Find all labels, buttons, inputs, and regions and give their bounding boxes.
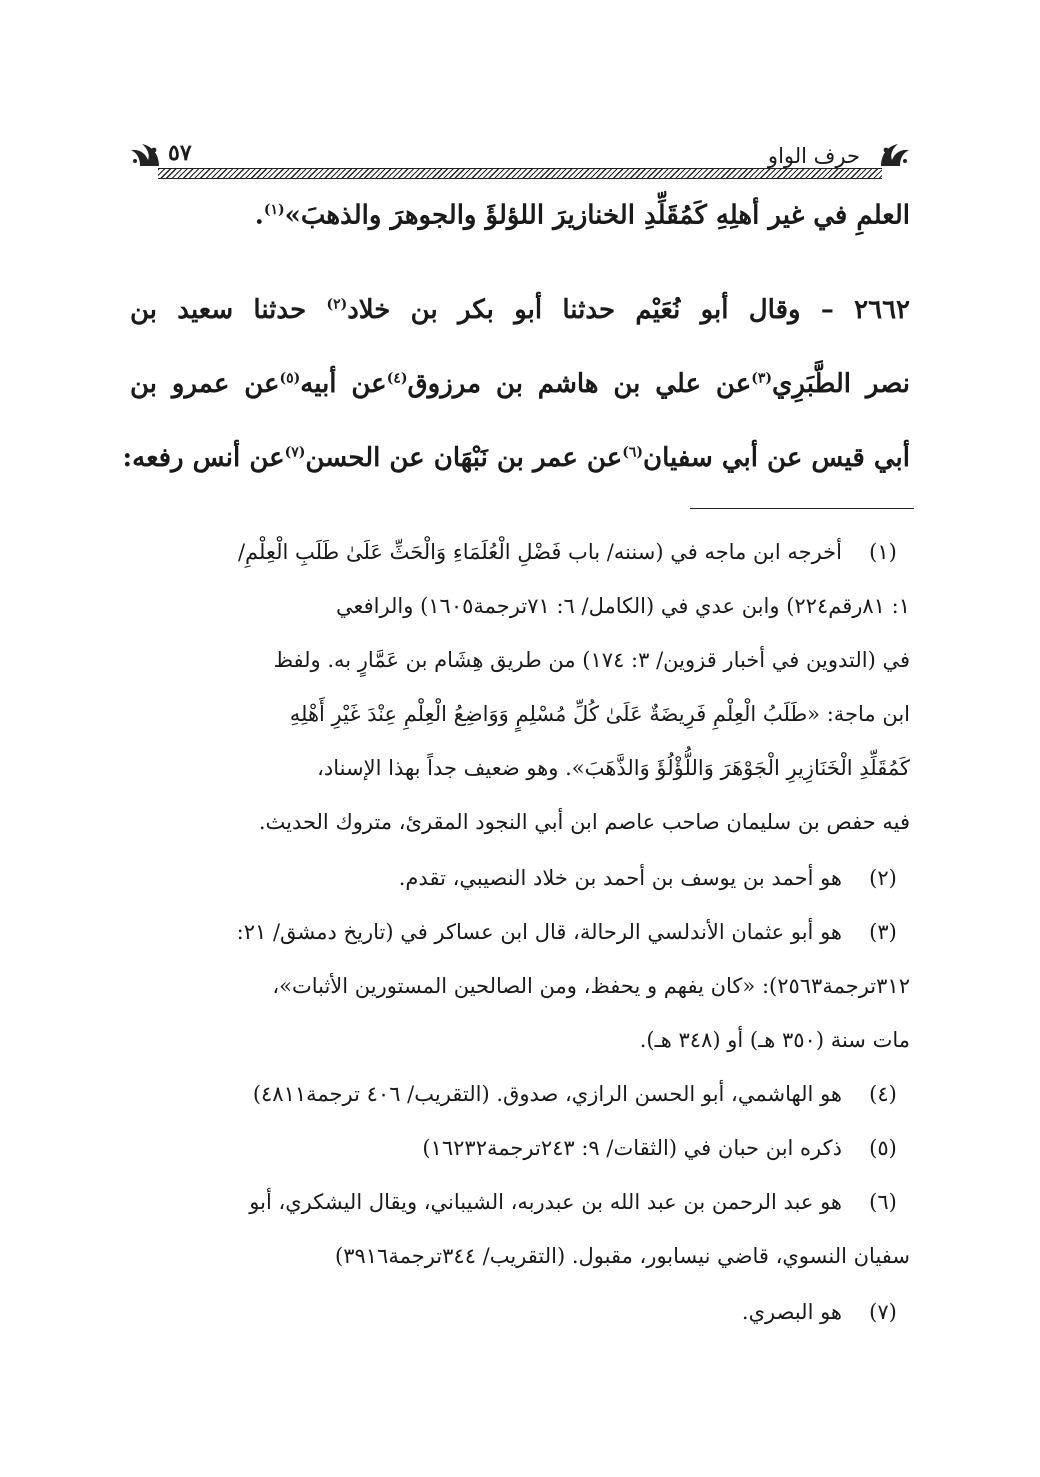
text-span: عن عمر بن نَبْهَان عن الحسن — [305, 442, 623, 473]
text-span: عن أبيه — [300, 368, 387, 399]
footnote-line: هو عبد الرحمن بن عبد الله بن عبدربه، الشيباني، ويقال اليشكري، أبو — [249, 1190, 842, 1214]
text-span: أبي قيس عن أبي سفيان — [643, 442, 910, 473]
text-line — [130, 356, 910, 406]
hadith-isnad-text — [130, 295, 910, 325]
footnote-line: هو البصري. — [741, 1300, 842, 1324]
footnote-line: ١: ٨١رقم٢٢٤) وابن عدي في (الكامل/ ٦: ٧١ترجمة١٦٠٥) والرافعي — [335, 594, 910, 618]
text-line — [122, 430, 910, 480]
text-line — [130, 282, 910, 332]
header-border — [158, 168, 882, 179]
footnote-line: سفيان النسوي، قاضي نيسابور، مقبول. (التقريب/ ٣٤٤ترجمة٣٩١٦) — [335, 1244, 910, 1268]
note-ref: (٥) — [279, 370, 301, 386]
footnote-line: كَمُقَلِّدِ الْخَنَازِيرِ الْجَوْهَرَ وَاللُّؤْلُؤَ وَالذَّهَبَ». وهو ضعيف جداً بهذا الإسناد، — [317, 756, 910, 780]
footnote-line: ابن ماجة: «طَلَبُ الْعِلْمِ فَرِيضَةٌ عَلَىٰ كُلِّ مُسْلِمٍ وَوَاضِعُ الْعِلْمِ عِنْدَ غَيْرِ أَهْلِهِ — [289, 702, 910, 726]
hadith-isnad-text — [123, 443, 910, 473]
text-span: حدثنا سعيد بن — [130, 294, 327, 325]
footnote-number: (٥) — [869, 1136, 897, 1160]
footnote-line: هو أحمد بن يوسف بن أحمد بن خلاد النصيبي، تقدم. — [398, 866, 842, 890]
text-span: عن أنس رفعه: — [122, 442, 285, 473]
footnote-line: فيه حفص بن سليمان صاحب عاصم ابن أبي النجود المقرئ، متروك الحديث. — [258, 810, 910, 834]
footnote-number: (٧) — [869, 1300, 897, 1324]
page-number: ٥٧ — [168, 140, 192, 166]
footnote-separator — [690, 508, 914, 509]
note-ref: (١) — [263, 202, 285, 218]
text-span: عن علي بن هاشم بن مرزوق — [407, 368, 752, 399]
footnote-number: (١) — [869, 540, 897, 564]
note-ref: (٣) — [751, 370, 772, 386]
footnote-number: (٢) — [869, 866, 897, 890]
note-ref: (٤) — [386, 370, 408, 386]
text-line — [130, 188, 910, 238]
hadith-end-text: العلمِ في غير أهلِهِ كَمُقَلِّدِ الخنازيرَ اللؤلؤَ والجوهرَ والذهبَ» — [284, 200, 910, 231]
footnote-line: ذكره ابن حبان في (الثقات/ ٩: ٢٤٣ترجمة١٦٢٣٢) — [422, 1136, 842, 1160]
footnote-number: (٦) — [869, 1190, 897, 1214]
note-ref: (٢) — [326, 296, 348, 312]
ornament-icon — [128, 140, 162, 170]
hadith-isnad-text — [130, 369, 910, 399]
footnote-number: (٤) — [869, 1082, 897, 1106]
footnote-line: أخرجه ابن ماجه في (سننه/ باب فَضْلِ الْعُلَمَاءِ وَالْحَثِّ عَلَىٰ طَلَبِ الْعِلْمِ/ — [237, 540, 842, 564]
note-ref: (٧) — [284, 444, 306, 460]
ornament-icon — [878, 140, 912, 170]
footnote-line: مات سنة (٣٥٠ هـ) أو (٣٤٨ هـ). — [639, 1028, 910, 1052]
text-span: عن عمرو بن — [130, 368, 280, 399]
note-ref: (٦) — [622, 444, 643, 460]
footnote-line: هو أبو عثمان الأندلسي الرحالة، قال ابن عساكر في (تاريخ دمشق/ ٢١: — [236, 920, 842, 944]
footnote-line: في (التدوين في أخبار قزوين/ ٣: ١٧٤) من طريق هِشَام بن عَمَّارٍ به. ولفظ — [273, 648, 910, 672]
chapter-title: حرف الواو — [767, 144, 860, 168]
text-span: نصر الطَّبَرِي — [772, 368, 911, 399]
text-span: ٢٦٦٢ – وقال أبو نُعَيْم حدثنا أبو بكر بن خلاد — [347, 294, 910, 325]
footnote-line: هو الهاشمي، أبو الحسن الرازي، صدوق. (التقريب/ ٤٠٦ ترجمة٤٨١١) — [252, 1082, 842, 1106]
footnote-number: (٣) — [869, 920, 897, 944]
punctuation: . — [254, 200, 264, 231]
running-header — [128, 126, 912, 176]
footnote-line: ٣١٢ترجمة٢٥٦٣): «كان يفهم و يحفظ، ومن الصالحين المستورين الأثبات»، — [272, 974, 910, 998]
